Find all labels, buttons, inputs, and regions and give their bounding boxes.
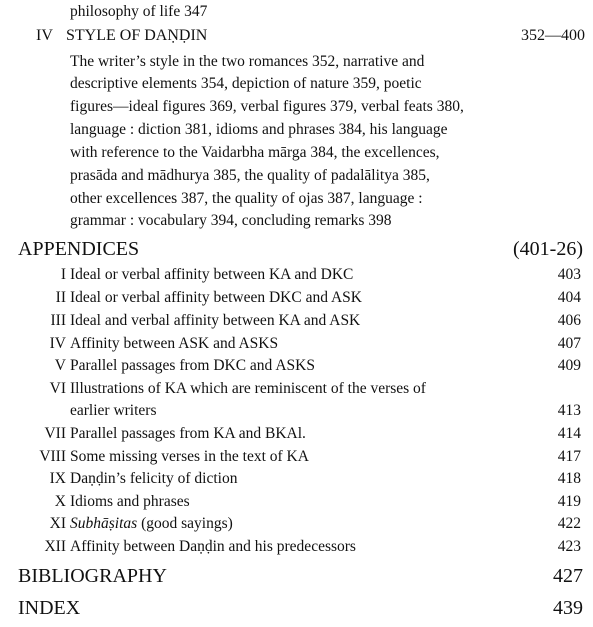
appendix-title-5: Parallel passages from DKC and ASKS	[70, 357, 315, 374]
index-page: 439	[553, 597, 583, 619]
appendix-title-12: Affinity between Daṇḍin and his predecessors	[70, 538, 356, 555]
appendix-page-10: 419	[557, 493, 581, 510]
appendix-page-1: 403	[557, 266, 581, 283]
appendix-roman-4: IV	[49, 335, 66, 352]
appendix-page-2: 404	[557, 289, 581, 306]
appendices-heading: APPENDICES	[18, 238, 140, 260]
appendix-page-3: 406	[557, 312, 581, 329]
summary-line-3: figures—ideal figures 369, verbal figures 379, verbal feats 380,	[70, 98, 464, 115]
appendix-title-8: Some missing verses in the text of KA	[70, 448, 309, 465]
summary-line-6: prasāda and mādhurya 385, the quality of padalālitya 385,	[70, 167, 430, 184]
appendix-roman-9: IX	[49, 470, 66, 487]
appendix-page-5: 409	[557, 357, 581, 374]
summary-line-7: other excellences 387, the quality of ojas 387, language :	[70, 190, 423, 207]
appendix-roman-11: XI	[49, 515, 66, 532]
appendix-roman-8: VIII	[39, 448, 66, 465]
appendix-title-11-rest: (good sayings)	[137, 515, 233, 532]
summary-line-2: descriptive elements 354, depiction of nature 359, poetic	[70, 75, 422, 92]
appendix-title-7: Parallel passages from KA and BKAl.	[70, 425, 306, 442]
summary-line-5: with reference to the Vaidarbha mārga 384, the excellences,	[70, 144, 440, 161]
index-heading: INDEX	[18, 597, 81, 619]
appendix-roman-2: II	[55, 289, 66, 306]
appendix-page-6: 413	[557, 402, 581, 419]
bibliography-heading: BIBLIOGRAPHY	[18, 565, 167, 587]
appendix-title-3: Ideal and verbal affinity between KA and ASK	[70, 312, 361, 329]
appendix-roman-1: I	[60, 266, 66, 283]
appendix-title-10: Idioms and phrases	[70, 493, 190, 510]
summary-line-1: The writer’s style in the two romances 352, narrative and	[70, 53, 425, 70]
chapter-iv-title: STYLE OF DAṆḌIN	[66, 27, 208, 44]
appendix-title-2: Ideal or verbal affinity between DKC and ASK	[70, 289, 362, 306]
appendices-range: (401-26)	[513, 238, 583, 260]
appendix-page-8: 417	[557, 448, 581, 465]
appendix-title-11	[70, 514, 233, 533]
appendix-title-9: Daṇḍin’s felicity of diction	[70, 470, 238, 487]
appendix-page-9: 418	[557, 470, 581, 487]
appendix-title-6-line-2: earlier writers	[70, 402, 157, 419]
appendix-title-1: Ideal or verbal affinity between KA and DKC	[70, 266, 354, 283]
appendix-roman-10: X	[54, 493, 66, 510]
appendix-roman-3: III	[50, 312, 66, 329]
continuation-line: philosophy of life 347	[70, 3, 208, 20]
appendix-title-4: Affinity between ASK and ASKS	[70, 335, 279, 352]
appendix-page-11: 422	[557, 515, 581, 532]
appendix-roman-12: XII	[44, 538, 66, 555]
appendix-roman-5: V	[54, 357, 66, 374]
appendix-page-12: 423	[557, 538, 581, 555]
chapter-iv-pages: 352—400	[521, 27, 585, 44]
summary-line-4: language : diction 381, idioms and phrases 384, his language	[70, 121, 448, 138]
appendix-title-11-italic: Subhāṣitas	[70, 515, 138, 532]
bibliography-page: 427	[553, 565, 583, 587]
appendix-page-4: 407	[557, 335, 581, 352]
chapter-iv-roman: IV	[36, 27, 53, 44]
summary-line-8: grammar : vocabulary 394, concluding remarks 398	[70, 212, 392, 229]
appendix-page-7: 414	[557, 425, 581, 442]
appendix-title-6-line-1: Illustrations of KA which are reminiscent of the verses of	[70, 380, 426, 397]
appendix-roman-6: VI	[49, 380, 66, 397]
appendix-roman-7: VII	[44, 425, 66, 442]
